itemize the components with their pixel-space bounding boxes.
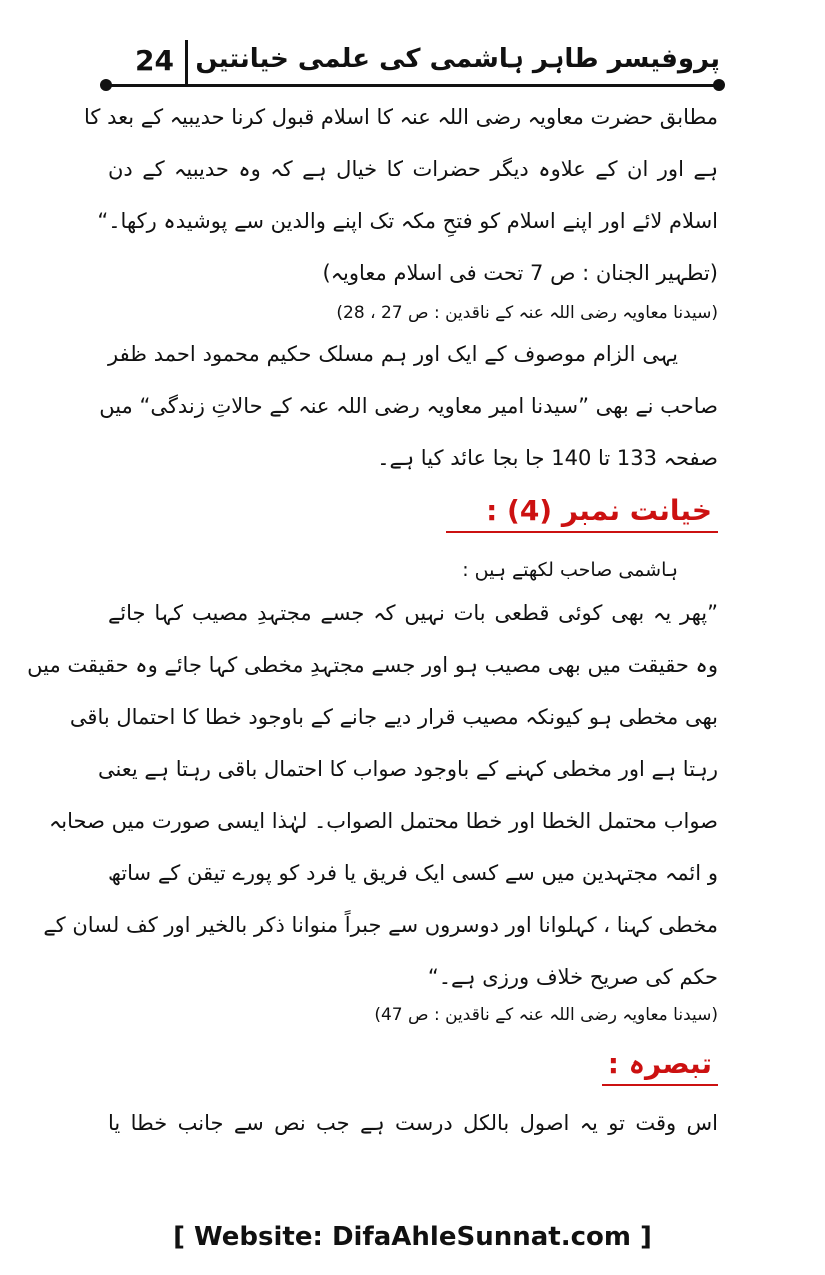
rule-left-dot [100,79,112,91]
book-title: پروفیسر طاہر ہاشمی کی علمی خیانتیں [195,44,720,74]
text-line: رہتا ہے اور مخطی کہنے کے باوجود صواب کا احتمال باقی رہتا ہے یعنی [97,757,718,781]
text-line: وہ حقیقت میں بھی مصیب ہو اور جسے مجتہدِ مخطی کہا جائے وہ حقیقت میں [27,653,718,677]
rule-right-dot [713,79,725,91]
section-heading-wrap [108,494,718,533]
text-line: و ائمہ مجتہدین میں سے کسی ایک فریق یا فرد کو پورے تیقن کے ساتھ [108,861,718,885]
header-rule [108,84,716,87]
text-line: اسلام لائے اور اپنے اسلام کو فتحِ مکہ تک اپنے والدین سے پوشیدہ رکھا۔“ [97,209,718,233]
text-line: صفحہ 133 تا 140 جا بجا عائد کیا ہے۔ [377,446,718,470]
text-line: حکم کی صریح خلاف ورزی ہے۔“ [427,965,718,989]
text-line: بھی مخطی ہو کیونکہ مصیب قرار دیے جانے کے باوجود خطا کا احتمال باقی [69,705,718,729]
section-heading: تبصرہ : [602,1047,718,1086]
text-line: صاحب نے بھی ”سیدنا امیر معاویہ رضی اللہ عنہ کے حالاتِ زندگی“ میں [99,394,718,418]
text-line: (تطہیر الجنان : ص 7 تحت فی اسلام معاویہ) [322,261,718,285]
website-footer: [ Website: DifaAhleSunnat.com ] [173,1222,652,1252]
text-line: مخطی کہنا ، کہلوانا اور دوسروں سے جبراً منوانا ذکر بالخیر اور کف لسان کے [43,913,718,937]
page-number: 24 [135,44,174,77]
text-line: ہے اور ان کے علاوہ دیگر حضرات کا خیال ہے کہ وہ حدیبیہ کے دن [108,157,718,181]
section-heading: خیانت نمبر (4) : [446,494,718,533]
text-line: یہی الزام موصوف کے ایک اور ہم مسلک حکیم محمود احمد ظفر [108,342,678,366]
text-line: ہاشمی صاحب لکھتے ہیں : [462,559,678,581]
reference: (سیدنا معاویہ رضی اللہ عنہ کے ناقدین : ص 47) [374,1005,718,1025]
text-line: اس وقت تو یہ اصول بالکل درست ہے جب نص سے جانب خطا یا [108,1111,718,1135]
page-body [27,100,718,1158]
section-heading-wrap [108,1047,718,1086]
reference: (سیدنا معاویہ رضی اللہ عنہ کے ناقدین : ص 27 ، 28) [336,303,718,323]
header-divider [185,40,188,84]
text-line: صواب محتمل الخطا اور خطا محتمل الصواب۔ لہٰذا ایسی صورت میں صحابہ [49,809,718,833]
text-line: ”پھر یہ بھی کوئی قطعی بات نہیں کہ جسے مجتہدِ مصیب کہا جائے [108,601,718,625]
text-line: مطابق حضرت معاویہ رضی اللہ عنہ کا اسلام قبول کرنا حدیبیہ کے بعد کا [84,105,718,129]
